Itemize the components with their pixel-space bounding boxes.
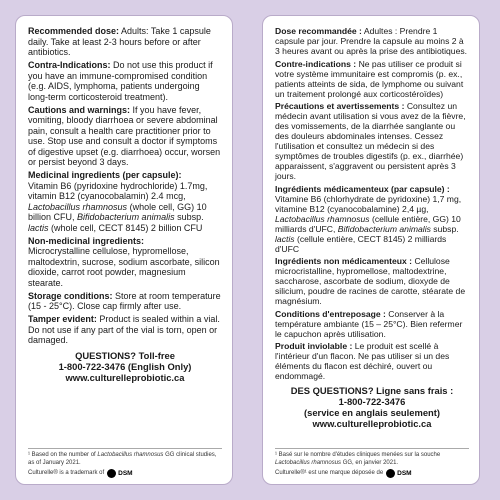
fr-contact-block: [275, 385, 469, 429]
fr-dsm-logo: [386, 469, 411, 478]
fr-cautions-text: Consultez un médecin avant utilisation si vous avez de la fièvre, des vomissements, de la diarrhée sanglante ou des douleurs abdominales intenses. Cessez l'utilisation et consultez un médecin si des symptômes de troubles digestifs (p. ex., diarrhée) apparaissent, s'aggravent ou persistent après 3 jours.: [275, 101, 466, 181]
dsm-text: DSM: [118, 469, 133, 477]
fr-footnotes: [275, 448, 469, 478]
english-label-panel: [15, 15, 233, 485]
fr-medicinal-bifido: Bifidobacterium animalis: [337, 223, 431, 234]
medicinal-lacto-amount: (whole cell, GG) 10 billion CFU,: [28, 201, 207, 222]
fr-dose-section: [275, 26, 469, 56]
fr-medicinal-heading: Ingrédients médicamenteux (par capsule) :: [275, 183, 450, 194]
trademark-text: Culturelle® is a trademark of: [28, 469, 105, 476]
fr-dose-heading: Dose recommandée :: [275, 26, 362, 36]
tamper-heading: Tamper evident:: [28, 314, 97, 324]
medicinal-bifido-amount: (whole cell, CECT 8145) 2 billion CFU: [51, 222, 203, 233]
fr-footnote-post: GG, en janvier 2021.: [342, 459, 399, 466]
tamper-text: Product is sealed within a vial. Do not use if any part of the vial is torn, open or damaged.: [28, 314, 220, 345]
fr-nonmed-section: [275, 256, 469, 306]
footnote-pre: ¹ Based on the number of: [28, 452, 96, 458]
cautions-heading: Cautions and warnings:: [28, 104, 131, 115]
fr-storage-text: Conserver à la température ambiante (15 – 25°C). Bien refermer le capuchon après utilisation.: [275, 308, 463, 339]
fr-storage-section: [275, 309, 469, 339]
fr-contact-phone: 1-800-722-3476: [338, 396, 406, 407]
medicinal-section: [28, 170, 222, 233]
contact-heading: QUESTIONS? Toll-free: [75, 349, 175, 361]
dose-section: [28, 26, 222, 58]
french-label-text: [275, 26, 469, 381]
tamper-section: [28, 314, 222, 346]
fr-nonmed-heading: Ingrédients non médicamenteux :: [275, 256, 413, 266]
dose-text: Adults: Take 1 capsule daily. Take at least 2-3 hours before or after antibiotics.: [28, 26, 211, 57]
fr-storage-heading: Conditions d'entreposage :: [275, 308, 386, 319]
contra-heading: Contra-Indications:: [28, 60, 111, 70]
fr-medicinal-lactis: lactis: [275, 233, 295, 244]
medicinal-lactis: lactis: [28, 222, 49, 233]
storage-section: [28, 291, 222, 312]
fr-dose-text: Adultes : Prendre 1 capsule par jour. Prendre la capsule au moins 2 à 3 heures avant ou après la prise des antibiotiques.: [275, 26, 468, 56]
fr-medicinal-subsp: subsp.: [433, 223, 459, 234]
fr-contact-heading: DES QUESTIONS? Ligne sans frais :: [290, 385, 454, 396]
dsm-logo: [107, 469, 132, 478]
contact-block: [28, 350, 222, 383]
contact-website: www.culturelleprobiotic.ca: [65, 371, 185, 383]
fr-tamper-section: [275, 341, 469, 381]
trademark-line: [28, 469, 222, 478]
storage-text: Store at room temperature (15 - 25°C). Close cap firmly after use.: [28, 290, 221, 311]
fr-dsm-text: DSM: [397, 469, 412, 477]
medicinal-heading: Medicinal ingredients (per capsule):: [28, 170, 182, 180]
dose-heading: Recommended dose:: [28, 26, 120, 36]
fr-tamper-text: Le produit est scellé à l'intérieur d'un flacon. Ne pas utiliser si un des éléments du flacon est déchiré, ouvert ou endommagé.: [275, 341, 450, 381]
fr-footnote-pre: ¹ Basé sur le nombre d'études cliniques menées sur la souche: [275, 452, 441, 458]
fr-cautions-section: [275, 101, 469, 181]
fr-footnote-strain: Lactobacillus rhamnosus: [275, 459, 342, 466]
contact-phone: 1-800-722-3476 (English Only): [58, 360, 192, 372]
dsm-mark-icon: [107, 469, 116, 478]
fr-contra-text: Ne pas utiliser ce produit si votre système immunitaire est compromis (p. ex., patients atteints de sida, de lymphome ou suivant un traitement prolongé aux corticostéroïdes): [275, 58, 464, 99]
fr-medicinal-lacto: Lactobacillus rhamnosus: [275, 213, 370, 224]
nonmed-section: [28, 236, 222, 289]
contra-text: Do not use this product if you have an immune-compromised condition (e.g. AIDS, lymphoma, patients undergoing long-term corticosteroid treatment).: [28, 60, 213, 102]
fr-contact-language-note: (service en anglais seulement): [304, 407, 440, 418]
fr-nonmed-text: Cellulose microcristalline, hypromellose, maltodextrine, saccharose, ascorbate de sodium, dioxyde de silicium, poudre de racines de carotte, stéarate de magnésium.: [275, 256, 466, 306]
fr-cautions-heading: Précautions et avertissements :: [275, 101, 405, 111]
fr-dsm-mark-icon: [386, 469, 395, 478]
fr-medicinal-lacto-amount: (cellule entière, GG) 10 milliards d'UFC,: [275, 213, 461, 234]
medicinal-vitamins: Vitamin B6 (pyridoxine hydrochloride) 1.7mg, vitamin B12 (cyanocobalamin) 2.4 mcg,: [28, 180, 208, 201]
fr-medicinal-bifido-amount: (cellule entière, CECT 8145) 2 milliards d'UFC: [275, 233, 447, 254]
contra-section: [28, 60, 222, 102]
fr-contact-website: www.culturelleprobiotic.ca: [312, 418, 432, 429]
footnotes: [28, 448, 222, 478]
cautions-text: If you have fever, vomiting, bloody diarrhoea or severe abdominal pain, consult a health care practitioner prior to use. Stop use and consult a doctor if symptoms of digestive upset (e.g. diarrhoea) occur, worsen or persist beyond 3 days.: [28, 104, 221, 167]
fr-medicinal-vitamins: Vitamine B6 (chlorhydrate de pyridoxine) 1,7 mg, vitamine B12 (cyanocobalamine) 2,4 µg,: [275, 193, 462, 214]
fr-trademark-text: Culturelle®¹ est une marque déposée de: [275, 469, 384, 476]
storage-heading: Storage conditions:: [28, 290, 113, 301]
medicinal-subsp: subsp.: [177, 212, 204, 222]
fr-medicinal-section: [275, 184, 469, 254]
footnote-strain: Lactobacillus rhamnosus: [97, 452, 164, 458]
nonmed-text: Microcrystalline cellulose, hypromellose, maltodextrin, sucrose, sodium ascorbate, silicon dioxide, carrot root powder, magnesium stearate.: [28, 246, 220, 288]
cautions-section: [28, 105, 222, 168]
fr-trademark-line: [275, 469, 469, 478]
fr-footnote-studies: [275, 452, 469, 467]
footnote-studies: [28, 452, 222, 467]
medicinal-bifido: Bifidobacterium animalis: [77, 212, 175, 222]
english-label-text: [28, 26, 222, 346]
medicinal-lacto: Lactobacillus rhamnosus: [28, 201, 128, 212]
nonmed-heading: Non-medicinal ingredients:: [28, 235, 145, 246]
fr-contra-heading: Contre-indications :: [275, 58, 357, 69]
fr-contra-section: [275, 59, 469, 99]
fr-tamper-heading: Produit inviolable :: [275, 341, 353, 351]
footnote-post: GG clinical studies, as of January 2021.: [28, 452, 217, 466]
french-label-panel: [262, 15, 480, 485]
